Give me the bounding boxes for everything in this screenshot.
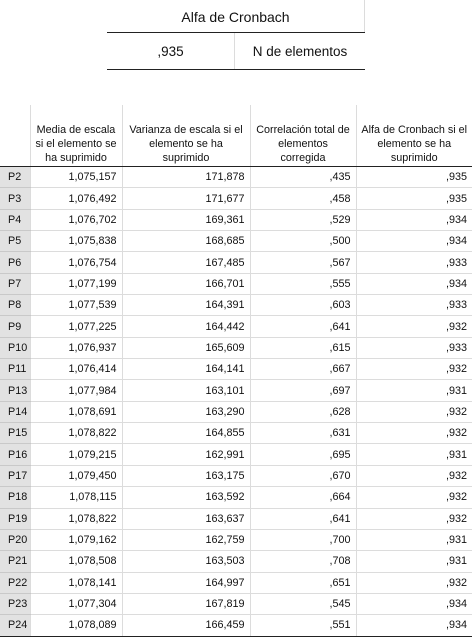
cell-scale-mean: 1,079,450 (30, 465, 122, 486)
cell-item-total-correlation: ,641 (250, 508, 356, 529)
table-row (0, 487, 472, 508)
cell-alpha-if-deleted: ,932 (356, 401, 472, 422)
cell-alpha-if-deleted: ,935 (356, 167, 472, 188)
cell-scale-variance: 167,485 (122, 252, 250, 273)
n-items-label: N de elementos (252, 43, 348, 59)
table-body (0, 167, 472, 637)
row-label: P22 (0, 572, 30, 593)
cell-alpha-if-deleted: ,931 (356, 444, 472, 465)
cell-scale-mean: 1,076,702 (30, 209, 122, 230)
cell-alpha-if-deleted: ,932 (356, 359, 472, 380)
table-row (0, 231, 472, 252)
column-header-scale-mean: Media de escala si el elemento se ha suprimido (30, 105, 122, 167)
row-label: P17 (0, 465, 30, 486)
cell-scale-mean: 1,078,089 (30, 615, 122, 636)
cell-scale-mean: 1,077,304 (30, 593, 122, 614)
cell-alpha-if-deleted: ,931 (356, 529, 472, 550)
cell-scale-variance: 164,855 (122, 423, 250, 444)
cell-scale-variance: 164,141 (122, 359, 250, 380)
cell-item-total-correlation: ,695 (250, 444, 356, 465)
column-header-item-total-correlation: Correlación total de elementos corregida (250, 105, 356, 167)
cell-scale-mean: 1,078,115 (30, 487, 122, 508)
table-header-row (0, 105, 472, 167)
table-row (0, 444, 472, 465)
cell-scale-variance: 169,361 (122, 209, 250, 230)
cell-alpha-if-deleted: ,933 (356, 337, 472, 358)
cell-item-total-correlation: ,545 (250, 593, 356, 614)
cell-item-total-correlation: ,567 (250, 252, 356, 273)
cell-item-total-correlation: ,458 (250, 188, 356, 209)
cell-alpha-if-deleted: ,934 (356, 209, 472, 230)
cell-scale-variance: 171,878 (122, 167, 250, 188)
cell-scale-mean: 1,079,215 (30, 444, 122, 465)
table-row (0, 273, 472, 294)
row-label: P11 (0, 359, 30, 380)
row-label: P3 (0, 188, 30, 209)
row-label: P6 (0, 252, 30, 273)
table-row (0, 209, 472, 230)
cell-scale-variance: 163,637 (122, 508, 250, 529)
cell-scale-mean: 1,079,162 (30, 529, 122, 550)
cell-item-total-correlation: ,664 (250, 487, 356, 508)
cell-alpha-if-deleted: ,934 (356, 615, 472, 636)
cell-scale-variance: 167,819 (122, 593, 250, 614)
table-row (0, 380, 472, 401)
cell-scale-variance: 164,442 (122, 316, 250, 337)
row-label: P9 (0, 316, 30, 337)
table-row (0, 593, 472, 614)
footer-rule (107, 69, 365, 70)
table-row (0, 401, 472, 422)
cell-alpha-if-deleted: ,932 (356, 316, 472, 337)
reliability-row (107, 33, 365, 69)
cell-item-total-correlation: ,603 (250, 295, 356, 316)
row-label: P18 (0, 487, 30, 508)
cell-alpha-if-deleted: ,932 (356, 508, 472, 529)
table-row (0, 423, 472, 444)
row-label: P4 (0, 209, 30, 230)
table-row (0, 465, 472, 486)
row-label: P15 (0, 423, 30, 444)
cell-scale-mean: 1,077,199 (30, 273, 122, 294)
cell-alpha-if-deleted: ,932 (356, 423, 472, 444)
cell-scale-mean: 1,076,492 (30, 188, 122, 209)
table-row (0, 295, 472, 316)
column-header-scale-variance: Varianza de escala si el elemento se ha suprimido (122, 105, 250, 167)
cell-scale-mean: 1,076,414 (30, 359, 122, 380)
cell-scale-mean: 1,078,141 (30, 572, 122, 593)
table-row (0, 359, 472, 380)
row-label: P14 (0, 401, 30, 422)
cell-scale-mean: 1,078,508 (30, 551, 122, 572)
cell-scale-variance: 168,685 (122, 231, 250, 252)
cell-item-total-correlation: ,435 (250, 167, 356, 188)
cell-item-total-correlation: ,500 (250, 231, 356, 252)
cell-item-total-correlation: ,697 (250, 380, 356, 401)
cell-scale-variance: 164,997 (122, 572, 250, 593)
table-row (0, 572, 472, 593)
cell-scale-mean: 1,077,984 (30, 380, 122, 401)
cell-alpha-if-deleted: ,934 (356, 231, 472, 252)
cell-scale-variance: 171,677 (122, 188, 250, 209)
table-row (0, 167, 472, 188)
cell-scale-variance: 166,701 (122, 273, 250, 294)
cell-item-total-correlation: ,551 (250, 615, 356, 636)
cell-scale-variance: 163,175 (122, 465, 250, 486)
cell-item-total-correlation: ,708 (250, 551, 356, 572)
cell-scale-variance: 163,592 (122, 487, 250, 508)
cell-alpha-if-deleted: ,934 (356, 273, 472, 294)
cell-scale-mean: 1,077,225 (30, 316, 122, 337)
row-label: P7 (0, 273, 30, 294)
item-total-statistics-table (0, 105, 472, 637)
table-row (0, 337, 472, 358)
cell-scale-mean: 1,075,157 (30, 167, 122, 188)
cell-item-total-correlation: ,667 (250, 359, 356, 380)
cell-alpha-if-deleted: ,932 (356, 572, 472, 593)
column-header-alpha-if-deleted: Alfa de Cronbach si el elemento se ha suprimido (356, 105, 472, 167)
table-row (0, 529, 472, 550)
table-row (0, 615, 472, 636)
cell-item-total-correlation: ,631 (250, 423, 356, 444)
cell-alpha-if-deleted: ,932 (356, 465, 472, 486)
row-label: P8 (0, 295, 30, 316)
cell-scale-variance: 163,503 (122, 551, 250, 572)
row-label: P16 (0, 444, 30, 465)
cell-scale-variance: 165,609 (122, 337, 250, 358)
row-label: P24 (0, 615, 30, 636)
cell-scale-mean: 1,076,754 (30, 252, 122, 273)
cell-alpha-if-deleted: ,932 (356, 487, 472, 508)
cell-alpha-if-deleted: ,933 (356, 295, 472, 316)
row-label: P13 (0, 380, 30, 401)
table-row (0, 316, 472, 337)
table-row (0, 551, 472, 572)
row-label: P5 (0, 231, 30, 252)
cell-item-total-correlation: ,670 (250, 465, 356, 486)
table-row (0, 508, 472, 529)
cronbach-alpha-value: ,935 (107, 33, 235, 69)
cell-scale-mean: 1,078,822 (30, 508, 122, 529)
cell-scale-mean: 1,077,539 (30, 295, 122, 316)
cell-alpha-if-deleted: ,933 (356, 252, 472, 273)
cell-item-total-correlation: ,651 (250, 572, 356, 593)
cell-alpha-if-deleted: ,935 (356, 188, 472, 209)
cell-scale-variance: 162,759 (122, 529, 250, 550)
cell-scale-variance: 164,391 (122, 295, 250, 316)
cell-item-total-correlation: ,641 (250, 316, 356, 337)
cronbach-alpha-header: Alfa de Cronbach (107, 0, 365, 32)
cell-alpha-if-deleted: ,931 (356, 551, 472, 572)
row-label: P23 (0, 593, 30, 614)
cell-scale-variance: 163,101 (122, 380, 250, 401)
row-label-header (0, 105, 30, 167)
cell-scale-variance: 163,290 (122, 401, 250, 422)
cell-scale-mean: 1,075,838 (30, 231, 122, 252)
cell-item-total-correlation: ,628 (250, 401, 356, 422)
cell-scale-variance: 166,459 (122, 615, 250, 636)
row-label: P2 (0, 167, 30, 188)
row-label: P20 (0, 529, 30, 550)
table-row (0, 188, 472, 209)
cell-item-total-correlation: ,615 (250, 337, 356, 358)
reliability-statistics-table (107, 0, 365, 70)
cell-scale-mean: 1,078,691 (30, 401, 122, 422)
cell-scale-variance: 162,991 (122, 444, 250, 465)
cell-alpha-if-deleted: ,931 (356, 380, 472, 401)
cell-item-total-correlation: ,555 (250, 273, 356, 294)
cell-scale-mean: 1,078,822 (30, 423, 122, 444)
row-label: P10 (0, 337, 30, 358)
table-row (0, 252, 472, 273)
cell-scale-mean: 1,076,937 (30, 337, 122, 358)
row-label: P21 (0, 551, 30, 572)
cell-alpha-if-deleted: ,934 (356, 593, 472, 614)
row-label: P19 (0, 508, 30, 529)
cell-item-total-correlation: ,529 (250, 209, 356, 230)
cell-item-total-correlation: ,700 (250, 529, 356, 550)
